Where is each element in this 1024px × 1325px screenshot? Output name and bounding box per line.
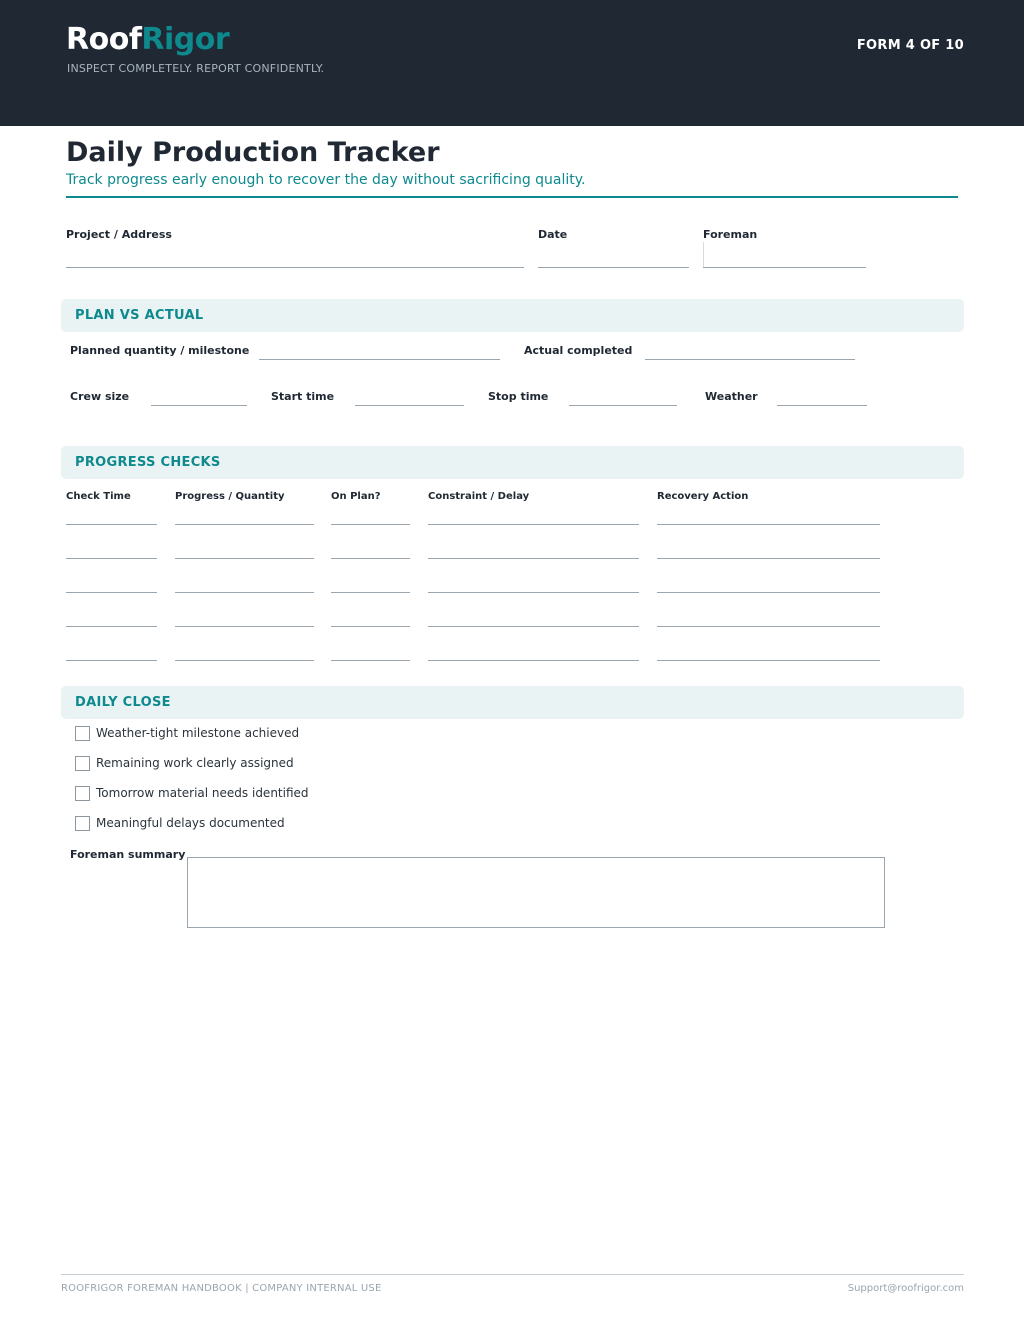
footer-text: ROOFRIGOR FOREMAN HANDBOOK | COMPANY INTERNAL USE	[61, 1283, 382, 1294]
foreman-field-edge	[703, 242, 704, 267]
stop-label: Stop time	[488, 390, 549, 403]
stop-field[interactable]	[569, 405, 677, 406]
section-daily-close	[61, 686, 964, 719]
column-header-check-time: Check Time	[66, 491, 131, 502]
project-label: Project / Address	[66, 228, 172, 241]
support-email: Support@roofrigor.com	[847, 1283, 964, 1294]
weather-label: Weather	[705, 390, 758, 403]
actual-label: Actual completed	[524, 344, 633, 357]
table-cell-line[interactable]	[175, 660, 314, 661]
foreman-summary-box[interactable]	[187, 857, 885, 928]
logo	[66, 22, 229, 57]
column-header-progress: Progress / Quantity	[175, 491, 285, 502]
date-field[interactable]	[538, 267, 689, 268]
foreman-field[interactable]	[703, 267, 866, 268]
checkbox[interactable]	[75, 816, 90, 831]
table-cell-line[interactable]	[657, 558, 880, 559]
start-label: Start time	[271, 390, 335, 403]
page-title: Daily Production Tracker	[66, 137, 440, 168]
table-cell-line[interactable]	[66, 524, 157, 525]
column-header-recovery: Recovery Action	[657, 491, 749, 502]
column-header-constraint: Constraint / Delay	[428, 491, 530, 502]
crew-label: Crew size	[70, 390, 130, 403]
section-plan-vs-actual	[61, 299, 964, 332]
foreman-summary-label: Foreman summary	[70, 848, 186, 861]
table-cell-line[interactable]	[331, 524, 410, 525]
actual-field[interactable]	[645, 359, 855, 360]
page-header	[0, 0, 1024, 126]
section-heading: PROGRESS CHECKS	[75, 455, 221, 470]
table-cell-line[interactable]	[331, 558, 410, 559]
table-cell-line[interactable]	[428, 558, 639, 559]
date-label: Date	[538, 228, 568, 241]
table-cell-line[interactable]	[331, 592, 410, 593]
table-cell-line[interactable]	[428, 626, 639, 627]
table-cell-line[interactable]	[66, 660, 157, 661]
section-progress-checks	[61, 446, 964, 479]
table-cell-line[interactable]	[657, 592, 880, 593]
checklist-item-label: Tomorrow material needs identified	[96, 786, 309, 800]
table-cell-line[interactable]	[657, 660, 880, 661]
page-subtitle: Track progress early enough to recover the day without sacrificing quality.	[66, 172, 586, 188]
table-cell-line[interactable]	[657, 626, 880, 627]
footer-divider	[61, 1274, 964, 1275]
checkbox[interactable]	[75, 726, 90, 741]
logo-roof: Roof	[66, 22, 142, 57]
table-cell-line[interactable]	[331, 660, 410, 661]
checklist-item-label: Remaining work clearly assigned	[96, 756, 294, 770]
tagline: INSPECT COMPLETELY. REPORT CONFIDENTLY.	[67, 62, 325, 75]
column-header-on-plan: On Plan?	[331, 491, 381, 502]
table-cell-line[interactable]	[175, 558, 314, 559]
checklist-item-label: Weather-tight milestone achieved	[96, 726, 300, 740]
table-cell-line[interactable]	[175, 524, 314, 525]
logo-rigor: Rigor	[141, 22, 230, 57]
table-cell-line[interactable]	[428, 592, 639, 593]
form-number: FORM 4 OF 10	[856, 38, 964, 53]
start-field[interactable]	[355, 405, 464, 406]
project-field[interactable]	[66, 267, 524, 268]
planned-label: Planned quantity / milestone	[70, 344, 250, 357]
table-cell-line[interactable]	[175, 592, 314, 593]
checkbox[interactable]	[75, 756, 90, 771]
table-cell-line[interactable]	[175, 626, 314, 627]
checklist-item-label: Meaningful delays documented	[96, 816, 285, 830]
foreman-label: Foreman	[703, 228, 758, 241]
table-cell-line[interactable]	[66, 626, 157, 627]
title-divider	[66, 196, 958, 198]
section-heading: PLAN VS ACTUAL	[75, 308, 204, 323]
table-cell-line[interactable]	[66, 558, 157, 559]
crew-field[interactable]	[151, 405, 247, 406]
table-cell-line[interactable]	[331, 626, 410, 627]
table-cell-line[interactable]	[657, 524, 880, 525]
table-cell-line[interactable]	[428, 524, 639, 525]
planned-field[interactable]	[259, 359, 500, 360]
weather-field[interactable]	[777, 405, 867, 406]
table-cell-line[interactable]	[428, 660, 639, 661]
table-cell-line[interactable]	[66, 592, 157, 593]
checkbox[interactable]	[75, 786, 90, 801]
section-heading: DAILY CLOSE	[75, 695, 171, 710]
